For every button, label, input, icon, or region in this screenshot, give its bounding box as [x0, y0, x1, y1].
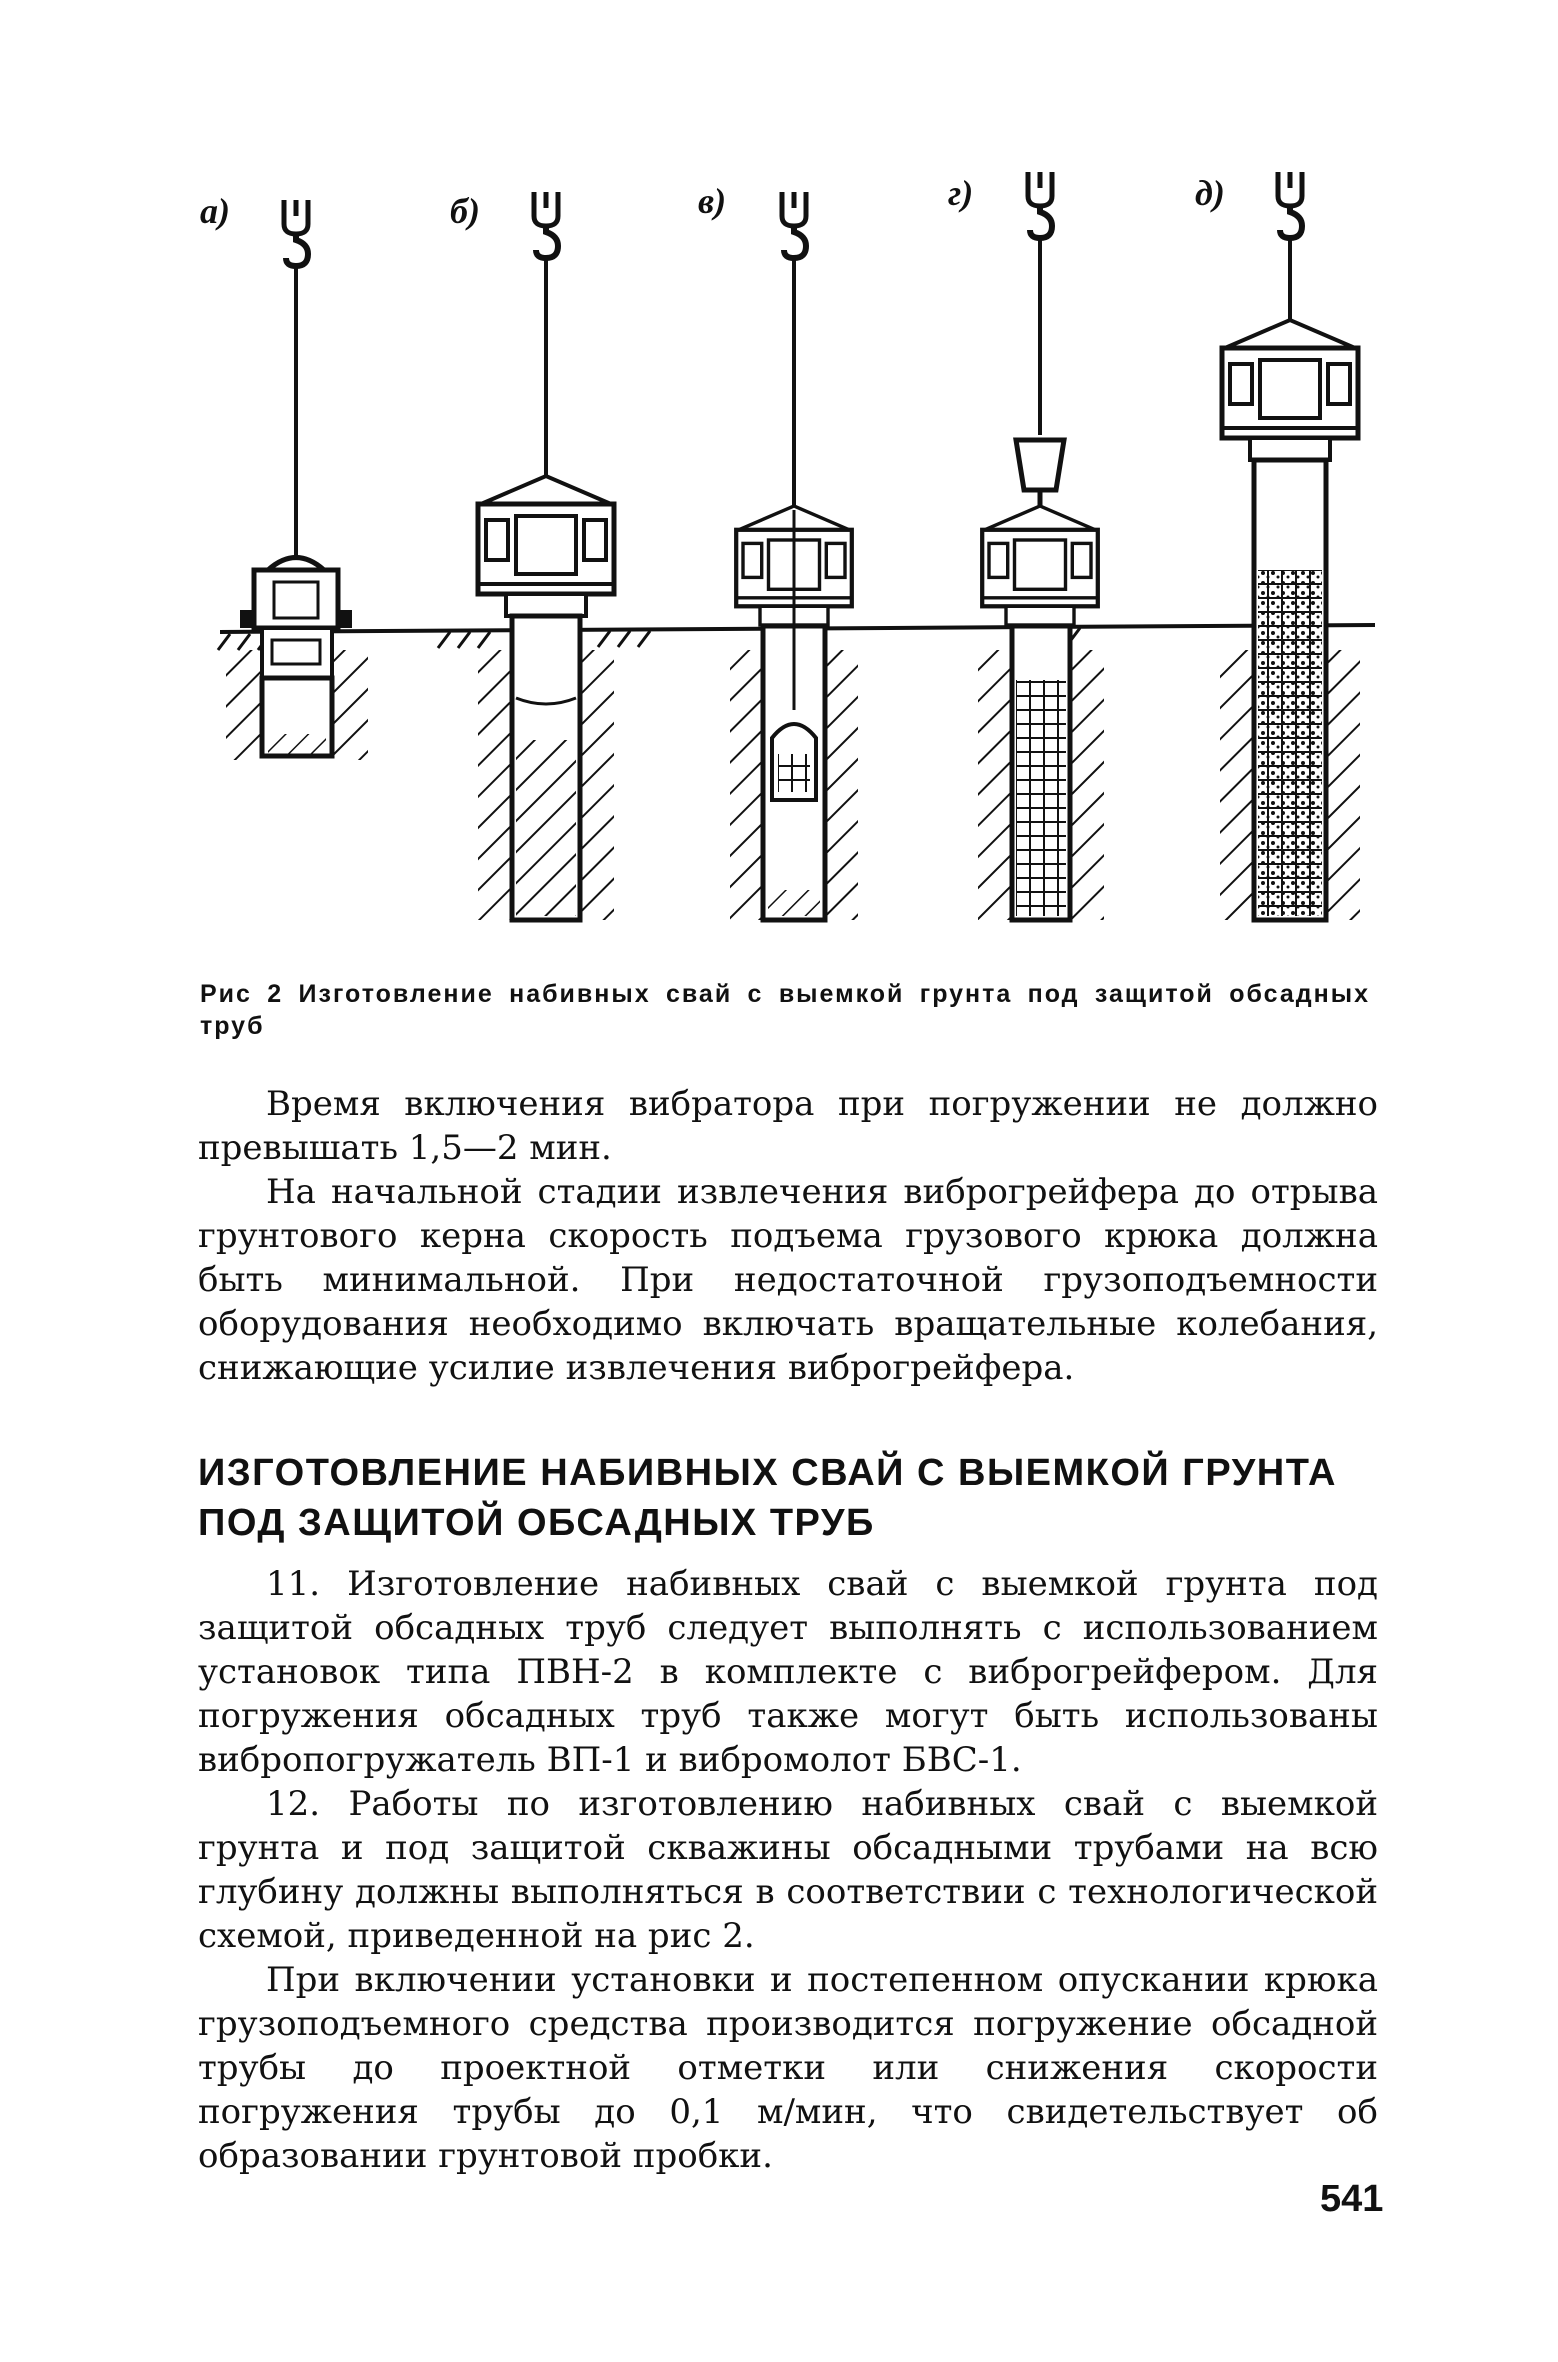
paragraph-vibrator-time: Время включения вибратора при погружении не должно превышать 1,5—2 мин.	[198, 1084, 1378, 1168]
figure-label-g: г)	[948, 173, 974, 213]
figure-label-a: а)	[200, 191, 230, 231]
figure-caption: Рис 2 Изготовление набивных свай с выемкой грунта под защитой обсадных труб	[200, 980, 1370, 1040]
paragraph-extraction: На начальной стадии извлечения виброгрейфера до отрыва грунтового керна скорость подъема грузового крюка должна быть минимальной. При недостаточной грузоподъемности оборудования необходимо включать вращательные колебания, снижающие усилие извлечения виброгрейфера.	[198, 1172, 1378, 1388]
figure-label-v: в)	[698, 181, 727, 221]
paragraph-12: 12. Работы по изготовлению набивных свай с выемкой грунта и под защитой скважины обсадными трубами на всю глубину должны выполняться в соответствии с технологической схемой, приведенной на рис 2.	[198, 1784, 1378, 1956]
paragraph-process: При включении установки и постепенном опускании крюка грузоподъемного средства производится погружение обсадной трубы до проектной отметки или снижения скорости погружения трубы до 0,1 м/мин, что свидетельствует об образовании грунтовой пробки.	[198, 1960, 1378, 2176]
paragraph-11: 11. Изготовление набивных свай с выемкой грунта под защитой обсадных труб следует выполнять с использованием установок типа ПВН-2 в комплекте с виброгрейфером. Для погружения обсадных труб также могут быть использованы вибропогружатель ВП-1 и вибромолот БВС-1.	[198, 1564, 1378, 1780]
figure-label-d: д)	[1195, 173, 1225, 213]
page-number: 541	[1320, 2178, 1384, 2220]
pile-figure	[190, 150, 1400, 960]
section-heading: ИЗГОТОВЛЕНИЕ НАБИВНЫХ СВАЙ С ВЫЕМКОЙ ГРУНТА ПОД ЗАЩИТОЙ ОБСАДНЫХ ТРУБ	[198, 1452, 1338, 1544]
figure-label-b: б)	[450, 191, 480, 231]
